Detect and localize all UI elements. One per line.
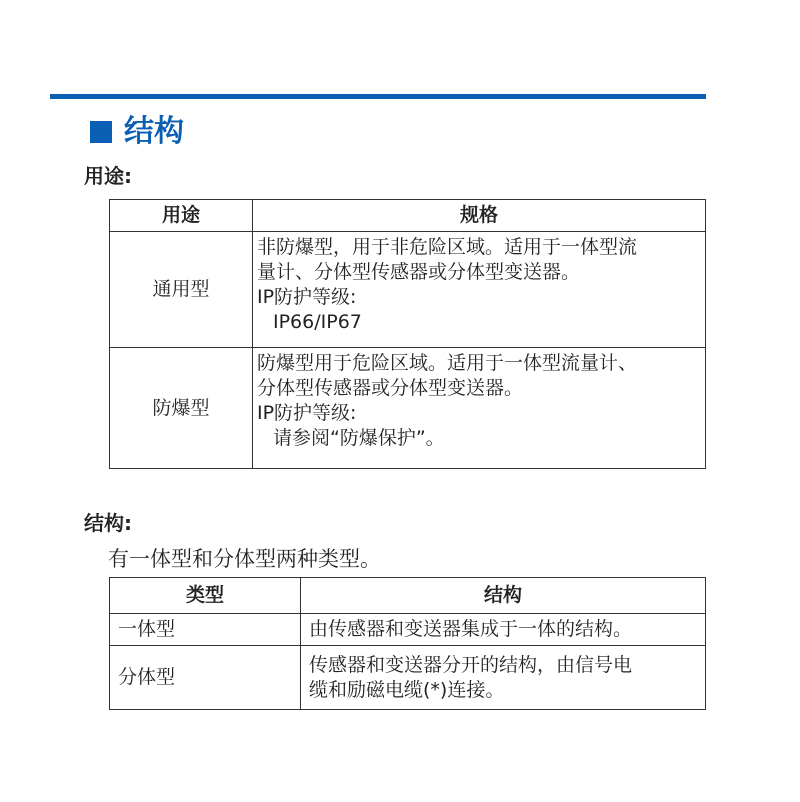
usage-table [109, 199, 706, 469]
header-spec: 规格 [253, 200, 706, 232]
structure-heading: 结构: [84, 511, 132, 535]
section-title [90, 112, 184, 152]
structure-table-header [110, 578, 706, 614]
structure-type: 分体型 [110, 646, 301, 710]
header-structure: 结构 [301, 578, 706, 614]
usage-table-header [110, 200, 706, 232]
spec-line: IP防护等级: [257, 402, 357, 424]
spec-line: 非防爆型，用于非危险区域。适用于一体型流 [257, 236, 638, 258]
usage-spec [253, 232, 706, 348]
structure-line: 传感器和变送器分开的结构，由信号电 [309, 653, 633, 676]
spec-line-indent: IP66/IP67 [273, 311, 362, 333]
header-usage: 用途 [110, 200, 253, 232]
spec-line: 分体型传感器或分体型变送器。 [257, 377, 524, 399]
usage-name: 通用型 [110, 232, 253, 348]
header-type: 类型 [110, 578, 301, 614]
table-row [110, 348, 706, 469]
usage-heading: 用途: [84, 164, 132, 188]
usage-name: 防爆型 [110, 348, 253, 469]
spec-line: 量计、分体型传感器或分体型变送器。 [257, 261, 581, 283]
structure-intro: 有一体型和分体型两种类型。 [108, 547, 381, 571]
structure-line: 由传感器和变送器集成于一体的结构。 [309, 618, 633, 640]
structure-type: 一体型 [110, 614, 301, 646]
spec-line: IP防护等级: [257, 286, 357, 308]
top-rule [50, 94, 706, 99]
structure-line: 缆和励磁电缆(*)连接。 [309, 678, 505, 701]
usage-spec [253, 348, 706, 469]
spec-line-indent: 请参阅“防爆保护”。 [273, 427, 445, 449]
section-title-text: 结构 [124, 114, 184, 149]
square-bullet-icon [90, 121, 112, 143]
structure-table [109, 577, 706, 710]
table-row [110, 646, 706, 710]
spec-line: 防爆型用于危险区域。适用于一体型流量计、 [257, 352, 638, 374]
table-row [110, 614, 706, 646]
table-row [110, 232, 706, 348]
structure-desc [301, 614, 706, 646]
structure-desc [301, 646, 706, 710]
